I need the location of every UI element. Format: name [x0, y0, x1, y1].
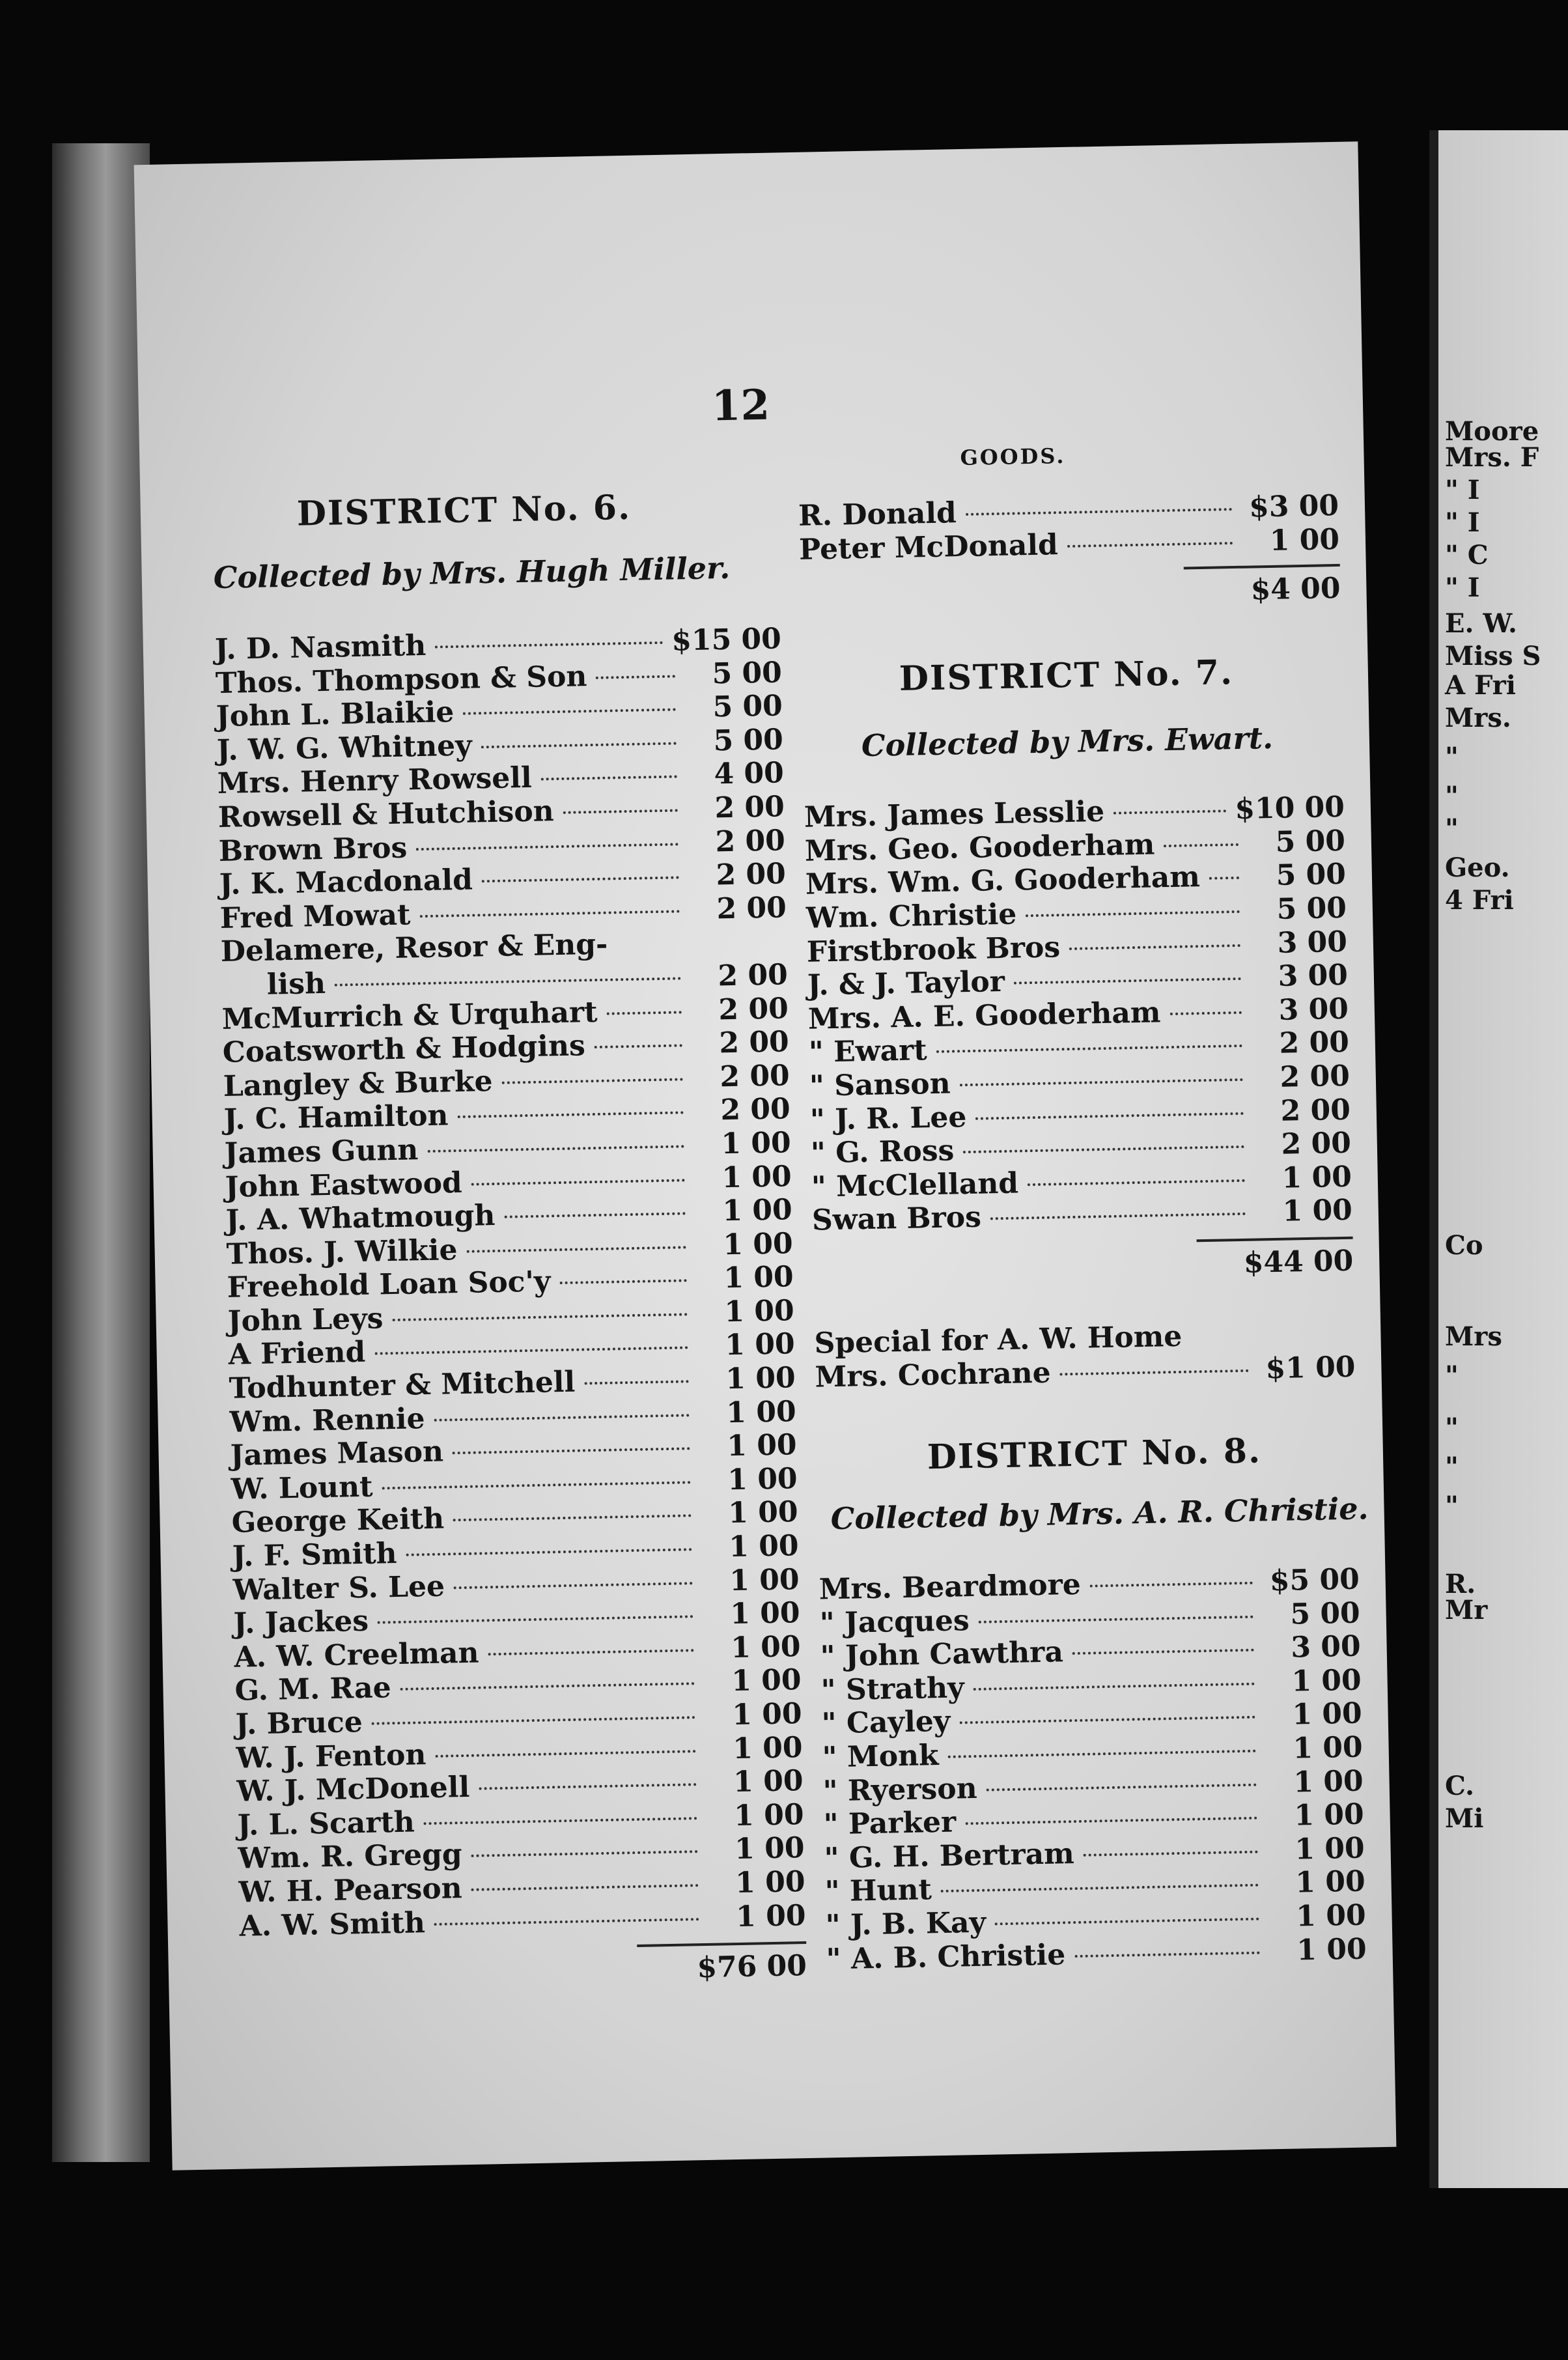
leader-dots — [979, 1615, 1253, 1623]
donor-name: Fred Mowat — [219, 898, 411, 935]
donation-amount: 5 00 — [1276, 858, 1347, 893]
donation-amount: 2 00 — [720, 1092, 791, 1127]
leader-dots — [435, 1750, 695, 1758]
district-7-collector: Collected by Mrs. Ewart. — [861, 720, 1274, 764]
district-6-total: $76 00 — [637, 1941, 807, 1986]
leader-dots — [1014, 977, 1241, 985]
donation-amount: 5 00 — [712, 689, 783, 724]
leader-dots — [479, 1783, 696, 1790]
leader-dots — [392, 1313, 687, 1321]
leader-dots — [596, 675, 675, 679]
donation-amount: 1 00 — [1293, 1797, 1365, 1833]
donor-name: " Ryerson — [822, 1771, 978, 1808]
donor-name: J. K. Macdonald — [219, 863, 473, 902]
donation-amount: $10 00 — [1235, 791, 1345, 826]
donor-name: James Mason — [230, 1435, 444, 1473]
leader-dots — [434, 1414, 690, 1422]
district-6-collector: Collected by Mrs. Hugh Miller. — [213, 550, 731, 596]
leader-dots — [990, 1213, 1246, 1220]
donor-name: J. D. Nasmith — [214, 628, 427, 667]
donor-name: " J. R. Lee — [809, 1100, 967, 1137]
donation-amount: 1 00 — [729, 1562, 800, 1597]
donor-name: W. Lount — [231, 1470, 373, 1506]
donation-amount: 1 00 — [731, 1697, 802, 1732]
donor-name: J. W. G. Whitney — [216, 729, 473, 767]
donation-amount: 3 00 — [1277, 925, 1348, 960]
donor-name: J. C. Hamilton — [223, 1099, 449, 1137]
district-6-entries — [214, 622, 805, 1943]
leader-dots — [457, 1112, 683, 1119]
donor-name: Peter McDonald — [798, 527, 1059, 567]
donation-amount: 1 00 — [734, 1831, 805, 1866]
donor-name: James Gunn — [224, 1133, 419, 1170]
facing-fragment: Mrs. F — [1445, 442, 1539, 473]
donor-name: " Ewart — [808, 1033, 928, 1070]
donation-amount: 1 00 — [729, 1596, 800, 1631]
facing-fragment: Mi — [1445, 1803, 1484, 1834]
donation-amount: 1 00 — [1291, 1663, 1362, 1698]
donation-amount: 2 00 — [714, 790, 785, 825]
donor-name: John L. Blaikie — [216, 695, 455, 734]
donation-amount: 2 00 — [1280, 1059, 1351, 1094]
donation-amount: $3 00 — [1248, 488, 1339, 524]
leader-dots — [965, 1817, 1257, 1825]
donor-name: R. Donald — [798, 496, 957, 533]
donation-amount: 1 00 — [721, 1159, 792, 1194]
leader-dots — [559, 1280, 686, 1285]
facing-fragment: Moore — [1445, 416, 1539, 447]
special-heading: Special for A. W. Home — [814, 1319, 1183, 1360]
donor-name: Mrs. James Lesslie — [804, 795, 1105, 834]
leader-dots — [435, 641, 662, 649]
donor-name: " McClelland — [811, 1166, 1019, 1204]
leader-dots — [541, 776, 677, 781]
leader-dots — [504, 1212, 685, 1218]
donation-amount: 1 00 — [733, 1764, 804, 1799]
goods-entries — [798, 489, 1340, 567]
leader-dots — [406, 1548, 692, 1556]
donor-name: Firstbrook Bros — [806, 930, 1061, 969]
donation-amount: 2 00 — [715, 823, 786, 858]
donor-name: George Keith — [231, 1502, 445, 1540]
leader-dots — [973, 1683, 1255, 1691]
leader-dots — [471, 1851, 698, 1858]
donor-name: " John Cawthra — [820, 1635, 1064, 1674]
donor-name: " Cayley — [821, 1705, 951, 1741]
donation-amount: 1 00 — [725, 1394, 797, 1429]
district-7-entries — [804, 791, 1353, 1238]
leader-dots — [419, 910, 680, 918]
facing-fragment: Miss S — [1445, 641, 1541, 671]
donor-name: Walter S. Lee — [232, 1569, 445, 1607]
donation-amount: 5 00 — [713, 723, 784, 758]
facing-fragment: Mrs. — [1445, 703, 1511, 733]
donor-name: A. W. Smith — [239, 1905, 426, 1943]
donation-amount: 1 00 — [728, 1529, 799, 1564]
leader-dots — [454, 1582, 693, 1589]
leader-dots — [471, 1179, 685, 1185]
donation-amount: 1 00 — [1292, 1730, 1364, 1765]
donor-name: Thos. Thompson & Son — [215, 659, 587, 700]
leader-dots — [453, 1515, 692, 1522]
donor-name: Wm. Rennie — [229, 1401, 425, 1439]
donation-amount: 1 00 — [727, 1495, 799, 1530]
facing-fragment: E. W. — [1445, 608, 1517, 639]
leader-dots — [1113, 810, 1225, 815]
leader-dots — [471, 1884, 699, 1891]
leader-dots — [372, 1716, 695, 1725]
donation-amount: 1 00 — [723, 1294, 795, 1329]
donation-amount: 2 00 — [718, 958, 789, 993]
donor-name: " Strathy — [820, 1671, 965, 1707]
leader-dots — [1067, 542, 1233, 548]
donation-amount: 3 00 — [1278, 958, 1349, 993]
leader-dots — [1209, 877, 1239, 880]
facing-fragment: " I — [1445, 572, 1480, 603]
donor-name: Mrs. Henry Rowsell — [217, 761, 533, 801]
leader-dots — [617, 946, 680, 948]
leader-dots — [1074, 1951, 1259, 1957]
facing-fragment: 4 Fri — [1445, 885, 1514, 916]
district-6-heading: DISTRICT No. 6. — [296, 487, 632, 534]
donation-amount: 1 00 — [733, 1797, 804, 1833]
leader-dots — [1164, 843, 1239, 847]
donor-name: Mrs. Beardmore — [819, 1567, 1082, 1607]
donor-name: W. J. Fenton — [236, 1737, 427, 1775]
leader-dots — [481, 742, 677, 748]
donation-amount: 1 00 — [720, 1126, 792, 1161]
leader-dots — [434, 1918, 699, 1926]
leader-dots — [960, 1078, 1243, 1086]
facing-fragment: " — [1445, 781, 1459, 811]
donation-amount: 2 00 — [1280, 1093, 1351, 1128]
facing-fragment: Mrs — [1445, 1321, 1502, 1352]
donor-name: Mrs. A. E. Gooderham — [807, 996, 1161, 1036]
donation-amount: 5 00 — [712, 655, 783, 691]
donation-amount: 5 00 — [1289, 1596, 1361, 1631]
leader-dots — [378, 1615, 693, 1623]
donor-name: Brown Bros — [218, 831, 408, 868]
donation-amount: 1 00 — [724, 1327, 796, 1362]
donation-amount: 1 00 — [722, 1226, 794, 1261]
donor-name: J. F. Smith — [232, 1537, 397, 1573]
facing-fragment: Geo. — [1445, 852, 1510, 883]
district-8-entries — [819, 1563, 1367, 1976]
donation-amount: 5 00 — [1275, 824, 1346, 859]
donation-amount: 1 00 — [735, 1865, 805, 1900]
special-row: Mrs. Cochrane $1 00 — [815, 1350, 1356, 1394]
leader-dots — [1069, 944, 1240, 949]
goods-heading: GOODS. — [960, 443, 1066, 471]
leader-dots — [482, 877, 679, 883]
leader-dots — [466, 1246, 686, 1252]
donor-name: John Eastwood — [225, 1166, 463, 1204]
donor-name: lish — [266, 966, 326, 1002]
leader-dots — [936, 1045, 1242, 1053]
leader-dots — [488, 1649, 694, 1655]
donation-amount: 1 00 — [730, 1629, 801, 1665]
donation-amount: 1 00 — [1294, 1831, 1365, 1866]
district-7-total: $44 00 — [1197, 1237, 1354, 1281]
donor-name: Delamere, Resor & Eng- — [220, 927, 608, 969]
leader-dots — [563, 809, 678, 813]
donor-name: Langley & Burke — [223, 1064, 493, 1103]
ledger-page — [134, 141, 1397, 2170]
donor-name: Mrs. Wm. G. Gooderham — [805, 860, 1201, 902]
facing-page — [1429, 130, 1568, 2188]
donor-name: Todhunter & Mitchell — [229, 1365, 576, 1405]
donation-amount: 1 00 — [725, 1361, 796, 1396]
leader-dots — [948, 1750, 1256, 1758]
donor-name: Rowsell & Hutchison — [217, 794, 555, 834]
donation-amount: 1 00 — [723, 1260, 794, 1295]
donor-name: A Friend — [228, 1336, 366, 1372]
leader-dots — [1090, 1582, 1253, 1588]
donation-amount: 3 00 — [1278, 992, 1349, 1027]
donation-amount: 1 00 — [726, 1428, 798, 1463]
leader-dots — [427, 1145, 684, 1153]
facing-fragment: " I — [1445, 507, 1480, 538]
donation-amount: 1 00 — [732, 1730, 803, 1765]
donor-name: W. H. Pearson — [238, 1872, 463, 1909]
donor-name: " G. Ross — [810, 1134, 955, 1170]
donation-amount: 2 00 — [1281, 1126, 1352, 1161]
facing-fragment: " — [1445, 813, 1459, 844]
donation-amount: 1 00 — [721, 1193, 793, 1228]
donor-name: Swan Bros — [811, 1200, 982, 1237]
goods-total: $4 00 — [1184, 564, 1341, 608]
leader-dots — [501, 1078, 682, 1084]
leader-dots — [424, 1817, 697, 1825]
donor-name: " Monk — [822, 1739, 939, 1775]
facing-fragment: " — [1445, 1491, 1459, 1521]
facing-fragment: C. — [1445, 1771, 1475, 1801]
facing-fragment: A Fri — [1445, 670, 1516, 701]
district-8-collector: Collected by Mrs. A. R. Christie. — [830, 1491, 1369, 1537]
donor-name: J. A. Whatmough — [225, 1199, 496, 1238]
leader-dots — [382, 1481, 690, 1489]
leader-dots — [975, 1112, 1244, 1119]
donation-amount — [690, 951, 787, 953]
leader-dots — [606, 1011, 681, 1015]
donation-amount: 2 00 — [718, 991, 789, 1026]
donor-name: J. & J. Taylor — [807, 965, 1005, 1002]
donor-name: " Hunt — [824, 1873, 932, 1909]
donation-amount: $15 00 — [671, 622, 782, 658]
leader-dots — [1028, 1179, 1245, 1186]
donation-amount: 1 00 — [1291, 1697, 1363, 1732]
donor-name: " A. B. Christie — [826, 1938, 1066, 1976]
district-7-heading: DISTRICT No. 7. — [899, 653, 1234, 699]
donation-amount: 1 00 — [1293, 1764, 1364, 1799]
leader-dots — [1169, 1011, 1242, 1015]
donor-name: " Sanson — [809, 1067, 951, 1103]
leader-dots — [400, 1683, 695, 1691]
page-number: 12 — [711, 380, 770, 431]
donor-name: J. L. Scarth — [237, 1805, 415, 1842]
leader-dots — [595, 1045, 682, 1049]
donation-amount: 3 00 — [1290, 1629, 1362, 1665]
leader-dots — [987, 1783, 1257, 1791]
donor-name: Mrs. Geo. Gooderham — [804, 828, 1155, 868]
book-spine — [52, 143, 150, 2162]
facing-fragment: " — [1445, 1412, 1459, 1443]
donation-amount: 1 00 — [1281, 1160, 1352, 1195]
facing-fragment: Mr — [1445, 1595, 1488, 1625]
donor-name: John Leys — [227, 1302, 384, 1338]
donor-name: Coatsworth & Hodgins — [222, 1029, 586, 1070]
leader-dots — [1084, 1851, 1258, 1857]
donor-name: A. W. Creelman — [234, 1636, 479, 1674]
donation-amount: 2 00 — [719, 1025, 790, 1060]
donation-amount: 1 00 — [735, 1898, 806, 1933]
leader-dots — [416, 843, 679, 850]
donation-amount: 1 00 — [731, 1663, 802, 1698]
right-column — [797, 438, 1367, 1976]
donor-name: Thos. J. Wilkie — [226, 1233, 458, 1271]
facing-fragment: " C — [1445, 540, 1489, 570]
leader-dots — [1072, 1649, 1254, 1655]
leader-dots — [374, 1347, 688, 1355]
donor-name: " Jacques — [819, 1603, 970, 1640]
leader-dots — [941, 1884, 1259, 1892]
facing-fragment: " — [1445, 1452, 1459, 1482]
donation-amount: 1 00 — [1295, 1898, 1367, 1933]
donation-amount: 2 00 — [716, 891, 787, 926]
leader-dots — [966, 508, 1232, 516]
facing-fragment: R. — [1445, 1569, 1476, 1599]
district-8-heading: DISTRICT No. 8. — [927, 1431, 1262, 1478]
donor-name: J. Bruce — [235, 1706, 363, 1741]
donor-name: " G. H. Bertram — [824, 1836, 1075, 1875]
donor-name: Wm. Christie — [805, 897, 1017, 935]
donor-name: G. M. Rae — [234, 1671, 392, 1708]
district-6-column — [212, 485, 807, 1993]
leader-dots — [995, 1918, 1259, 1926]
donor-name: Wm. R. Gregg — [238, 1838, 463, 1876]
donation-amount: 1 00 — [727, 1461, 798, 1497]
donation-amount: 2 00 — [719, 1058, 791, 1094]
leader-dots — [1026, 910, 1240, 917]
donor-name: " J. B. Kay — [825, 1905, 987, 1943]
donation-amount: 2 00 — [716, 857, 787, 892]
facing-fragment: " I — [1445, 475, 1480, 505]
leader-dots — [463, 709, 676, 715]
donation-amount: 5 00 — [1276, 891, 1347, 926]
donation-amount: 2 00 — [1279, 1026, 1350, 1061]
facing-fragment: Co — [1445, 1230, 1483, 1261]
donation-amount: $5 00 — [1269, 1562, 1360, 1598]
donation-amount: 1 00 — [1295, 1864, 1366, 1900]
facing-fragment: " — [1445, 1360, 1459, 1391]
donation-amount: 1 00 — [1282, 1194, 1353, 1229]
donor-name: W. J. McDonell — [236, 1771, 470, 1808]
leader-dots — [584, 1380, 688, 1384]
donor-name: J. Jackes — [233, 1605, 369, 1641]
donor-name: McMurrich & Urquhart — [221, 995, 598, 1036]
donation-amount: 1 00 — [1296, 1932, 1367, 1967]
facing-fragment: " — [1445, 742, 1459, 772]
donor-name: " Parker — [823, 1805, 957, 1842]
leader-dots — [963, 1145, 1244, 1153]
donation-amount: 1 00 — [1269, 522, 1340, 557]
leader-dots — [335, 977, 681, 986]
special-block — [814, 1317, 1356, 1394]
donor-name: Freehold Loan Soc'y — [227, 1265, 551, 1305]
donation-amount: 4 00 — [714, 756, 785, 791]
leader-dots — [959, 1716, 1255, 1724]
leader-dots — [453, 1448, 690, 1455]
